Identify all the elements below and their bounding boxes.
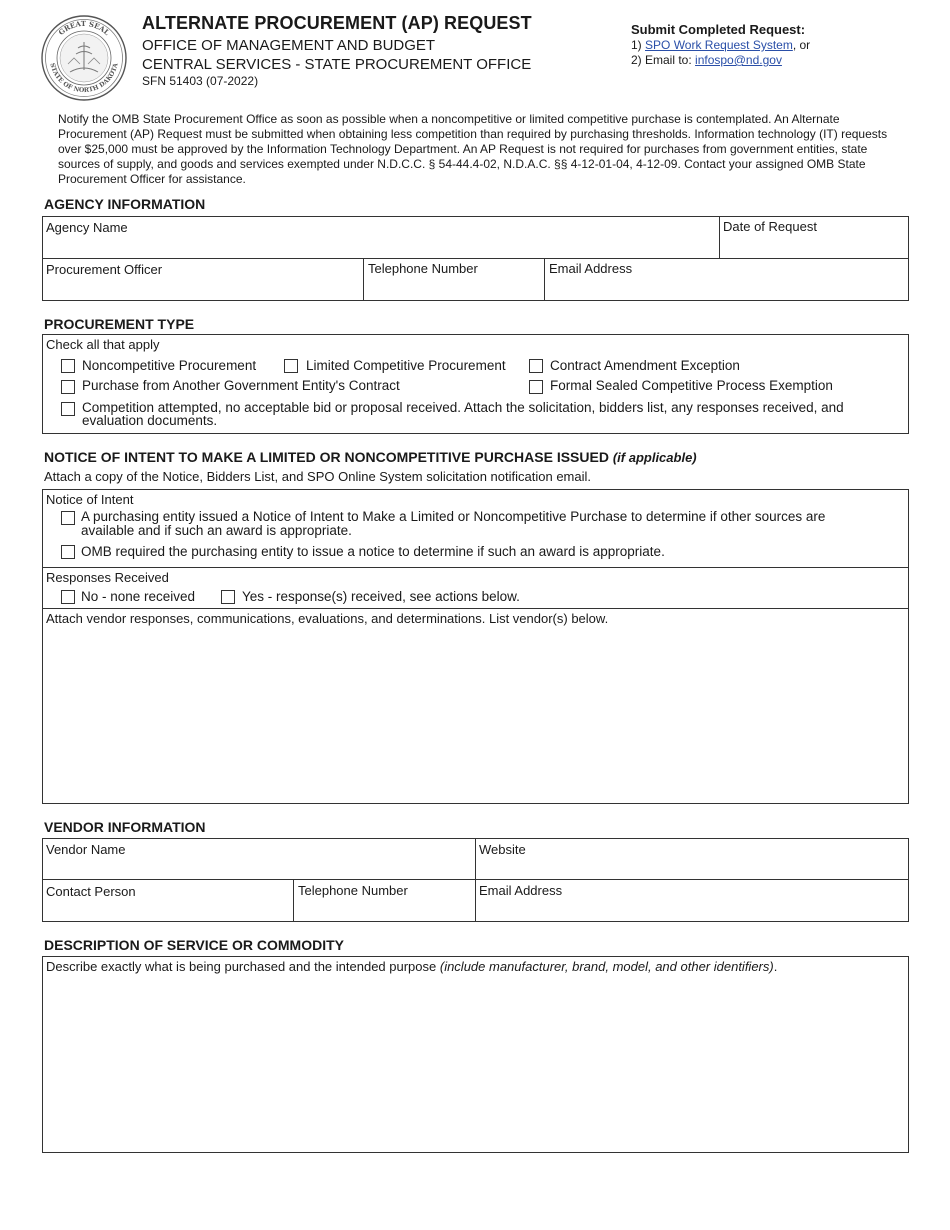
contract-amendment-checkbox[interactable] xyxy=(529,359,543,373)
date-of-request-field[interactable]: Date of Request xyxy=(723,219,817,234)
office-name: OFFICE OF MANAGEMENT AND BUDGET xyxy=(142,37,436,54)
email-link[interactable]: infospo@nd.gov xyxy=(695,53,782,67)
vendor-email-field[interactable]: Email Address xyxy=(479,883,563,898)
contact-person-field[interactable]: Contact Person xyxy=(46,884,136,899)
intro-paragraph: Notify the OMB State Procurement Office as soon as possible when a noncompetitive or limited competitive purchase is contemplated. An Alternate Procurement (AP) Request must be submitted when obtaining less competition than required by purchasing thresholds. Information technology (IT) requests over $25,000 must be approved by the Information Technology Department. An AP Request is not required for purchases from government entities, state sources of supply, and goods and services exempted under N.D.C.C. § 54-44.4-02, N.D.A.C. §§ 4-12-01-04, 4-12-09. Contact your assigned OMB State Procurement Officer for assistance. xyxy=(58,112,888,186)
state-seal-logo xyxy=(40,14,128,102)
notice-of-intent-label: Notice of Intent xyxy=(46,492,134,507)
responses-received-label: Responses Received xyxy=(46,570,169,585)
vendor-responses-textarea[interactable]: Attach vendor responses, communications, evaluations, and determinations. List vendor(s) below. xyxy=(46,611,609,626)
no-responses-label: No - none received xyxy=(81,589,196,604)
agency-name-field[interactable]: Agency Name xyxy=(46,220,128,235)
svg-text:GREAT SEAL: GREAT SEAL xyxy=(56,18,112,37)
no-responses-checkbox[interactable] xyxy=(61,590,75,604)
agency-email-field[interactable]: Email Address xyxy=(549,261,633,276)
agency-telephone-field[interactable]: Telephone Number xyxy=(368,261,478,276)
description-section-title: DESCRIPTION OF SERVICE OR COMMODITY xyxy=(44,937,344,953)
vendor-section-title: VENDOR INFORMATION xyxy=(44,819,206,835)
noncompetitive-label: Noncompetitive Procurement xyxy=(82,358,257,373)
submit-option-1: 1) SPO Work Request System, or xyxy=(631,38,811,52)
division-name: CENTRAL SERVICES - STATE PROCUREMENT OFFICE xyxy=(142,56,532,73)
procurement-type-title: PROCUREMENT TYPE xyxy=(44,316,195,332)
vendor-name-field[interactable]: Vendor Name xyxy=(46,842,126,857)
notice-intent-subtitle: Attach a copy of the Notice, Bidders List, and SPO Online System solicitation notification email. xyxy=(44,469,591,484)
vendor-website-field[interactable]: Website xyxy=(479,842,526,857)
notice-issued-checkbox[interactable] xyxy=(61,511,75,525)
omb-required-label: OMB required the purchasing entity to issue a notice to determine if such an award is appropriate. xyxy=(81,544,665,559)
notice-issued-label-2: available and if such an award is appropriate. xyxy=(81,523,352,538)
other-gov-contract-checkbox[interactable] xyxy=(61,380,75,394)
contract-amendment-label: Contract Amendment Exception xyxy=(550,358,740,373)
svg-text:STATE OF NORTH DAKOTA: STATE OF NORTH DAKOTA xyxy=(48,62,120,95)
if-applicable-note: (if applicable) xyxy=(612,450,697,465)
competition-attempted-label-2: evaluation documents. xyxy=(82,413,218,428)
sealed-process-exemption-checkbox[interactable] xyxy=(529,380,543,394)
notice-issued-label-1: A purchasing entity issued a Notice of Intent to Make a Limited or Noncompetitive Purchase to determine if other sources are xyxy=(81,509,826,524)
other-gov-contract-label: Purchase from Another Government Entity's Contract xyxy=(82,378,400,393)
limited-competitive-label: Limited Competitive Procurement xyxy=(306,358,506,373)
sealed-process-exemption-label: Formal Sealed Competitive Process Exemption xyxy=(550,378,833,393)
submit-title: Submit Completed Request: xyxy=(631,22,806,37)
description-textarea[interactable]: Describe exactly what is being purchased and the intended purpose (include manufacturer, brand, model, and other identifiers). xyxy=(46,959,778,974)
check-all-instruction: Check all that apply xyxy=(46,337,160,352)
procurement-officer-field[interactable]: Procurement Officer xyxy=(46,262,163,277)
description-note: (include manufacturer, brand, model, and other identifiers) xyxy=(439,959,774,974)
form-number: SFN 51403 (07-2022) xyxy=(142,74,259,88)
yes-responses-checkbox[interactable] xyxy=(221,590,235,604)
yes-responses-label: Yes - response(s) received, see actions below. xyxy=(242,589,520,604)
vendor-telephone-field[interactable]: Telephone Number xyxy=(298,883,408,898)
limited-competitive-checkbox[interactable] xyxy=(284,359,298,373)
submit-option-2: 2) Email to: infospo@nd.gov xyxy=(631,53,782,67)
noncompetitive-checkbox[interactable] xyxy=(61,359,75,373)
agency-section-title: AGENCY INFORMATION xyxy=(44,196,206,212)
competition-attempted-checkbox[interactable] xyxy=(61,402,75,416)
spo-work-request-link[interactable]: SPO Work Request System xyxy=(645,38,793,52)
omb-required-checkbox[interactable] xyxy=(61,545,75,559)
form-title: ALTERNATE PROCUREMENT (AP) REQUEST xyxy=(142,13,532,33)
submit-instructions xyxy=(631,22,810,68)
competition-attempted-label-1: Competition attempted, no acceptable bid or proposal received. Attach the solicitation, bidders list, any responses received, and xyxy=(82,400,844,415)
notice-intent-title: NOTICE OF INTENT TO MAKE A LIMITED OR NONCOMPETITIVE PURCHASE ISSUED (if applicable) xyxy=(44,449,697,465)
